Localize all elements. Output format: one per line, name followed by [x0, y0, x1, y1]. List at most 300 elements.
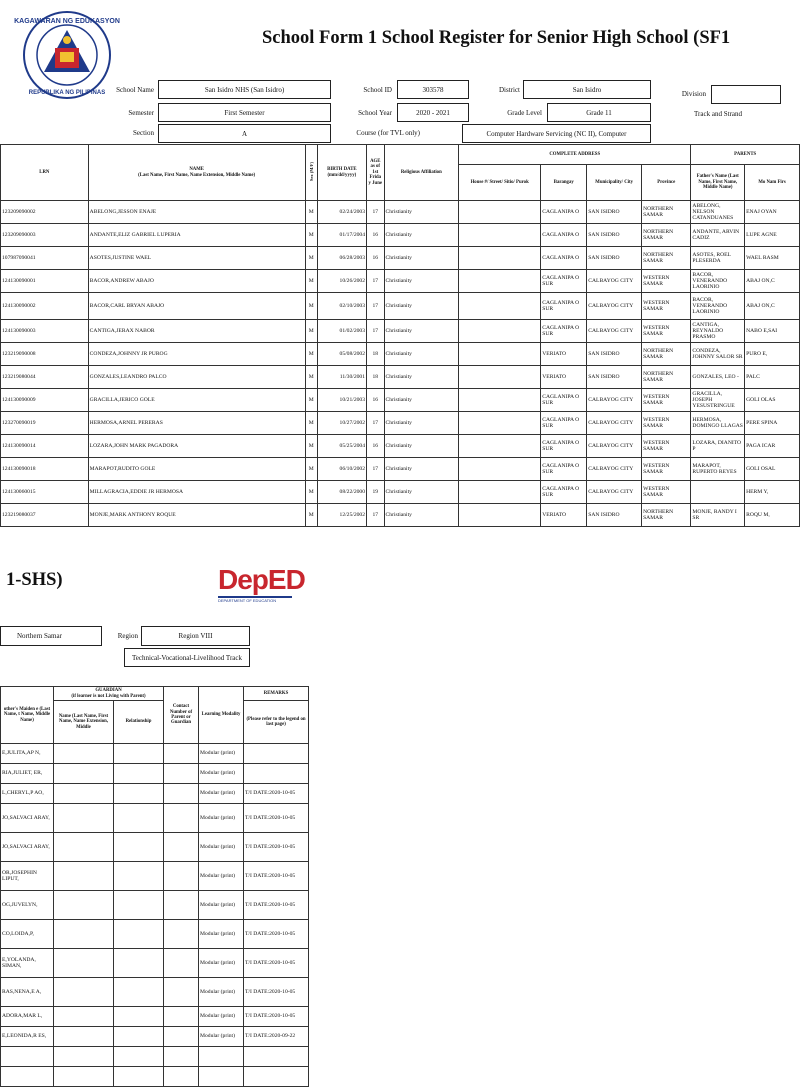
grade-level-label: Grade Level	[507, 109, 542, 117]
cell-father: LOZARA, DIANITO P	[691, 435, 745, 458]
cell-mother: ABAJ ON,C	[745, 270, 800, 293]
table-row	[1, 270, 800, 293]
table-row	[1, 744, 309, 764]
cell-remarks: T/I DATE:2020-10-05	[244, 804, 309, 833]
cell-contact	[164, 891, 199, 920]
cell-birth-date: 02/10/2003	[317, 293, 366, 320]
course-field[interactable]: Computer Hardware Servicing (NC II), Computer	[462, 124, 651, 143]
cell-sex: M	[305, 201, 317, 224]
cell-contact	[164, 804, 199, 833]
school-id-label: School ID	[363, 86, 392, 94]
cell-barangay: CAGLANIPA O	[541, 224, 587, 247]
col-parents: PARENTS	[691, 145, 800, 165]
col-birth-date: BIRTH DATE (mm/dd/yyyy)	[317, 145, 366, 201]
cell-municipality: CALBAYOG CITY	[587, 458, 642, 481]
cell-remarks	[244, 1047, 309, 1067]
table-row	[1, 833, 309, 862]
cell-father: ANDANTE, ARVIN CADIZ	[691, 224, 745, 247]
cell-lrn: 124130090009	[1, 389, 89, 412]
cell-name: ASOTES,JUSTINE WAEL	[88, 247, 305, 270]
table-row	[1, 764, 309, 784]
cell-province: NORTHERN SAMAR	[642, 504, 691, 527]
table-row	[1, 435, 800, 458]
cell-house	[459, 343, 541, 366]
seal-text-bottom: REPUBLIKA NG PILIPINAS	[28, 90, 106, 96]
table-row	[1, 224, 800, 247]
table-row	[1, 504, 800, 527]
cell-name: ABELONG,JESSON ENAJE	[88, 201, 305, 224]
cell-guardian-name	[54, 891, 114, 920]
cell-province: NORTHERN SAMAR	[642, 247, 691, 270]
cell-municipality: CALBAYOG CITY	[587, 293, 642, 320]
cell-municipality: CALBAYOG CITY	[587, 435, 642, 458]
col-father: Father's Name (Last Name, First Name, Middle Name)	[691, 165, 745, 201]
region-field[interactable]: Region VIII	[141, 626, 250, 646]
cell-birth-date: 08/22/2000	[317, 481, 366, 504]
cell-name: BACOR,ANDREW ABAJO	[88, 270, 305, 293]
cell-barangay: CAGLANIPA O SUR	[541, 412, 587, 435]
cell-father: HERMOSA, DOMINGO LLAGAS	[691, 412, 745, 435]
cell-lrn: 124130090003	[1, 320, 89, 343]
cell-birth-date: 12/25/2002	[317, 504, 366, 527]
school-id-field[interactable]: 303578	[397, 80, 469, 99]
col-age: AGE as of 1st Frida y June	[367, 145, 385, 201]
cell-contact	[164, 920, 199, 949]
cell-municipality: SAN ISIDRO	[587, 247, 642, 270]
cell-house	[459, 458, 541, 481]
table-row	[1, 1067, 309, 1087]
cell-sex: M	[305, 366, 317, 389]
cell-mother-cont: ADORA,MAR L,	[1, 1007, 54, 1027]
cell-sex: M	[305, 458, 317, 481]
cell-lrn: 123270090019	[1, 412, 89, 435]
cell-house	[459, 389, 541, 412]
cell-birth-date: 10/26/2002	[317, 270, 366, 293]
cell-lrn: 124130090014	[1, 435, 89, 458]
cell-religion: Christianity	[384, 481, 459, 504]
cell-relationship	[114, 862, 164, 891]
school-year-field[interactable]: 2020 - 2021	[397, 103, 469, 122]
col-remarks-note: (Please refer to the legend on last page)	[244, 701, 309, 744]
section-field[interactable]: A	[158, 124, 331, 143]
cell-lrn: 124130090002	[1, 293, 89, 320]
deped-wordmark-subtitle: DEPARTMENT OF EDUCATION	[218, 598, 277, 603]
cell-province: WESTERN SAMAR	[642, 435, 691, 458]
cell-municipality: SAN ISIDRO	[587, 343, 642, 366]
cell-guardian-name	[54, 1067, 114, 1087]
cell-modality: Modular (print)	[199, 862, 244, 891]
cell-province: NORTHERN SAMAR	[642, 224, 691, 247]
cell-barangay: CAGLANIPA O	[541, 201, 587, 224]
cell-contact	[164, 862, 199, 891]
cell-lrn: 124130090001	[1, 270, 89, 293]
cell-relationship	[114, 891, 164, 920]
division-field-cutoff[interactable]	[711, 85, 781, 104]
cell-religion: Christianity	[384, 504, 459, 527]
cell-barangay: CAGLANIPA O	[541, 247, 587, 270]
cell-guardian-name	[54, 920, 114, 949]
cell-modality	[199, 1047, 244, 1067]
cell-contact	[164, 764, 199, 784]
deped-wordmark-text: DepED	[218, 564, 305, 595]
cell-province: WESTERN SAMAR	[642, 270, 691, 293]
region-label: Region	[117, 632, 138, 640]
cell-barangay: CAGLANIPA O SUR	[541, 293, 587, 320]
cell-modality: Modular (print)	[199, 978, 244, 1007]
cell-lrn: 123219090008	[1, 343, 89, 366]
cell-relationship	[114, 1027, 164, 1047]
cell-sex: M	[305, 320, 317, 343]
cell-province: WESTERN SAMAR	[642, 481, 691, 504]
cell-house	[459, 481, 541, 504]
learner-register-table	[0, 144, 800, 527]
cell-religion: Christianity	[384, 435, 459, 458]
cell-birth-date: 06/10/2002	[317, 458, 366, 481]
district-field[interactable]: San Isidro	[523, 80, 651, 99]
cell-age: 17	[367, 293, 385, 320]
cell-father: MONJE, RANDY I SR	[691, 504, 745, 527]
cell-religion: Christianity	[384, 458, 459, 481]
col-house: House #/ Street/ Sitio/ Purok	[459, 165, 541, 201]
cell-mother-cont: OR,JOSEPHIN LIPUT,	[1, 862, 54, 891]
cell-religion: Christianity	[384, 343, 459, 366]
cell-province: WESTERN SAMAR	[642, 458, 691, 481]
cell-municipality: SAN ISIDRO	[587, 224, 642, 247]
cell-house	[459, 270, 541, 293]
cell-age: 16	[367, 247, 385, 270]
cell-relationship	[114, 804, 164, 833]
school-year-label: School Year	[358, 109, 392, 117]
cell-religion: Christianity	[384, 224, 459, 247]
cell-barangay: CAGLANIPA O SUR	[541, 389, 587, 412]
cell-contact	[164, 833, 199, 862]
deped-wordmark-logo	[218, 564, 305, 606]
cell-birth-date: 02/24/2003	[317, 201, 366, 224]
cell-house	[459, 293, 541, 320]
cell-remarks: T/I DATE:2020-10-05	[244, 891, 309, 920]
cell-father: BACOR, VENERANDO LAORINIO	[691, 270, 745, 293]
school-name-field[interactable]: San Isidro NHS (San Isidro)	[158, 80, 331, 99]
cell-birth-date: 11/30/2001	[317, 366, 366, 389]
col-contact: Contact Number of Parent or Guardian	[164, 687, 199, 744]
cell-religion: Christianity	[384, 412, 459, 435]
table-row	[1, 978, 309, 1007]
col-remarks: REMARKS	[244, 687, 309, 701]
guardian-remarks-table	[0, 686, 309, 1087]
col-mother: Mo Nam Firs	[745, 165, 800, 201]
table-row	[1, 343, 800, 366]
cell-contact	[164, 978, 199, 1007]
cell-sex: M	[305, 435, 317, 458]
cell-age: 18	[367, 366, 385, 389]
cell-relationship	[114, 920, 164, 949]
col-sex: Sex (M/F)	[308, 161, 314, 181]
cell-religion: Christianity	[384, 247, 459, 270]
cell-name: MONJE,MARK ANTHONY ROQUE	[88, 504, 305, 527]
cell-name: MILLAGRACIA,EDDIE JR HERMOSA	[88, 481, 305, 504]
cell-relationship	[114, 833, 164, 862]
track-field[interactable]: Technical-Vocational-Livelihood Track	[124, 648, 250, 667]
cell-name: BACOR,CARL BRYAN ABAJO	[88, 293, 305, 320]
division-label: Division	[681, 90, 706, 98]
cell-modality: Modular (print)	[199, 764, 244, 784]
cell-mother-cont: L,CHERYL,P AO,	[1, 784, 54, 804]
cell-age: 16	[367, 224, 385, 247]
col-relationship: Relationship	[114, 701, 164, 744]
col-lrn: LRN	[1, 145, 89, 201]
cell-province: WESTERN SAMAR	[642, 293, 691, 320]
cell-contact	[164, 949, 199, 978]
table-row	[1, 293, 800, 320]
cell-relationship	[114, 1007, 164, 1027]
cell-mother: GOLI OLAS	[745, 389, 800, 412]
table-row	[1, 481, 800, 504]
cell-age: 16	[367, 435, 385, 458]
cell-province: WESTERN SAMAR	[642, 389, 691, 412]
cell-contact	[164, 1067, 199, 1087]
cell-mother-cont: CO,LOIDA,P,	[1, 920, 54, 949]
table-row	[1, 862, 309, 891]
cell-mother: ENAJ OYAN	[745, 201, 800, 224]
cell-birth-date: 10/27/2002	[317, 412, 366, 435]
cell-province: WESTERN SAMAR	[642, 412, 691, 435]
table-row	[1, 412, 800, 435]
cell-mother: WAEL RASM	[745, 247, 800, 270]
col-name: NAME (Last Name, First Name, Name Extension, Middle Name)	[88, 145, 305, 201]
cell-name: LOZARA,JOHN MARK PAGADORA	[88, 435, 305, 458]
cell-sex: M	[305, 293, 317, 320]
cell-father: MARAPOT, RUPERTO REYES	[691, 458, 745, 481]
school-name-label: School Name	[116, 86, 154, 94]
table-row	[1, 804, 309, 833]
cell-lrn: 123209090002	[1, 201, 89, 224]
cell-father: GRACILLA, JOSEPH YESUSTRINGUE	[691, 389, 745, 412]
cell-relationship	[114, 764, 164, 784]
semester-label: Semester	[128, 109, 154, 117]
cell-house	[459, 224, 541, 247]
cell-mother-cont	[1, 1067, 54, 1087]
cell-mother-cont: E,YOLANDA, SIMAN,	[1, 949, 54, 978]
cell-birth-date: 10/21/2003	[317, 389, 366, 412]
cell-name: GONZALES,LEANDRO PALCO	[88, 366, 305, 389]
cell-house	[459, 247, 541, 270]
cell-modality: Modular (print)	[199, 833, 244, 862]
cell-name: ANDANTE,ELIZ GABRIEL LUPERIA	[88, 224, 305, 247]
cell-lrn: 123219080037	[1, 504, 89, 527]
cell-modality: Modular (print)	[199, 1027, 244, 1047]
cell-mother: PAGA ICAR	[745, 435, 800, 458]
cell-mother: HERM Y,	[745, 481, 800, 504]
cell-age: 17	[367, 504, 385, 527]
cell-municipality: SAN ISIDRO	[587, 504, 642, 527]
table-row	[1, 1027, 309, 1047]
cell-contact	[164, 1047, 199, 1067]
cell-barangay: CAGLANIPA O SUR	[541, 320, 587, 343]
cell-guardian-name	[54, 1027, 114, 1047]
cell-relationship	[114, 949, 164, 978]
cell-modality: Modular (print)	[199, 804, 244, 833]
cell-father: BACOR, VENERANDO LAORINIO	[691, 293, 745, 320]
cell-mother-cont: RIA,JULIET, ER,	[1, 764, 54, 784]
cell-modality	[199, 1067, 244, 1087]
col-municipality: Municipality/ City	[587, 165, 642, 201]
cell-remarks: T/I DATE:2020-10-05	[244, 949, 309, 978]
cell-father: CANTIGA, REYNALDO PRASMO	[691, 320, 745, 343]
table-row	[1, 784, 309, 804]
cell-age: 19	[367, 481, 385, 504]
cell-birth-date: 01/17/2004	[317, 224, 366, 247]
cell-age: 17	[367, 270, 385, 293]
cell-name: HERMOSA,ARNEL PERERAS	[88, 412, 305, 435]
cell-remarks	[244, 1067, 309, 1087]
grade-level-field[interactable]: Grade 11	[547, 103, 651, 122]
cell-father	[691, 481, 745, 504]
cell-remarks: T/I DATE:2020-10-05	[244, 784, 309, 804]
cell-sex: M	[305, 504, 317, 527]
cell-guardian-name	[54, 862, 114, 891]
cell-remarks: T/I DATE:2020-10-05	[244, 833, 309, 862]
cell-age: 17	[367, 458, 385, 481]
cell-mother-cont: OG,JUVELYN,	[1, 891, 54, 920]
cell-mother: PERE SPINA	[745, 412, 800, 435]
cell-age: 16	[367, 389, 385, 412]
cell-modality: Modular (print)	[199, 891, 244, 920]
table-row	[1, 389, 800, 412]
table-row	[1, 458, 800, 481]
col-religion: Religious Affiliation	[384, 145, 459, 201]
cell-province: NORTHERN SAMAR	[642, 201, 691, 224]
cell-barangay: CAGLANIPA O SUR	[541, 435, 587, 458]
cell-municipality: CALBAYOG CITY	[587, 320, 642, 343]
col-province: Province	[642, 165, 691, 201]
cell-remarks	[244, 744, 309, 764]
cell-mother-cont: E,LEONIDA,R ES,	[1, 1027, 54, 1047]
cell-remarks	[244, 764, 309, 784]
cell-house	[459, 435, 541, 458]
cell-mother: NABO E,SAI	[745, 320, 800, 343]
cell-modality: Modular (print)	[199, 949, 244, 978]
cell-modality: Modular (print)	[199, 1007, 244, 1027]
cell-house	[459, 201, 541, 224]
cell-relationship	[114, 978, 164, 1007]
cell-birth-date: 05/08/2002	[317, 343, 366, 366]
cell-religion: Christianity	[384, 270, 459, 293]
table-row	[1, 1007, 309, 1027]
seal-text-top: KAGAWARAN NG EDUKASYON	[14, 18, 120, 25]
cell-municipality: CALBAYOG CITY	[587, 270, 642, 293]
cell-mother: PALC	[745, 366, 800, 389]
cell-age: 17	[367, 412, 385, 435]
cell-birth-date: 01/02/2003	[317, 320, 366, 343]
cell-barangay: VERIATO	[541, 343, 587, 366]
col-guardian-name: Name (Last Name, First Name, Name Extension, Middle	[54, 701, 114, 744]
cell-sex: M	[305, 481, 317, 504]
cell-house	[459, 320, 541, 343]
cell-guardian-name	[54, 784, 114, 804]
cell-relationship	[114, 1067, 164, 1087]
cell-mother: GOLI OSAL	[745, 458, 800, 481]
cell-sex: M	[305, 224, 317, 247]
cell-father: ABELONG, NELSON CATANDUANES	[691, 201, 745, 224]
cell-age: 17	[367, 320, 385, 343]
cell-lrn: 107987090041	[1, 247, 89, 270]
cell-guardian-name	[54, 764, 114, 784]
table-row	[1, 949, 309, 978]
cell-name: CANTIGA,JERAX NABOR	[88, 320, 305, 343]
division-field[interactable]: Northern Samar	[0, 626, 102, 646]
col-guardian: GUARDIAN (if learner is not Living with Parent)	[54, 687, 164, 701]
cell-mother: ABAJ ON,C	[745, 293, 800, 320]
table-row	[1, 1047, 309, 1067]
cell-remarks: T/I DATE:2020-10-05	[244, 920, 309, 949]
district-label: District	[499, 86, 520, 94]
cell-guardian-name	[54, 804, 114, 833]
cell-sex: M	[305, 412, 317, 435]
cell-father: ASOTES, ROEL PLESERDA	[691, 247, 745, 270]
page-title-continued: 1-SHS)	[6, 570, 63, 590]
cell-age: 18	[367, 343, 385, 366]
section-label: Section	[133, 129, 154, 137]
cell-age: 17	[367, 201, 385, 224]
cell-relationship	[114, 784, 164, 804]
cell-modality: Modular (print)	[199, 920, 244, 949]
cell-religion: Christianity	[384, 320, 459, 343]
cell-municipality: SAN ISIDRO	[587, 201, 642, 224]
cell-modality: Modular (print)	[199, 784, 244, 804]
cell-barangay: CAGLANIPA O SUR	[541, 458, 587, 481]
table-row	[1, 891, 309, 920]
cell-mother: ROQU M,	[745, 504, 800, 527]
cell-mother-cont	[1, 1047, 54, 1067]
cell-religion: Christianity	[384, 366, 459, 389]
col-complete-address: COMPLETE ADDRESS	[459, 145, 691, 165]
cell-name: MARAPOT,RUDITO GOLE	[88, 458, 305, 481]
cell-sex: M	[305, 343, 317, 366]
cell-house	[459, 366, 541, 389]
cell-province: NORTHERN SAMAR	[642, 343, 691, 366]
cell-contact	[164, 1027, 199, 1047]
page-title: School Form 1 School Register for Senior High School (SF1	[262, 28, 731, 48]
cell-contact	[164, 1007, 199, 1027]
cell-relationship	[114, 1047, 164, 1067]
cell-barangay: VERIATO	[541, 366, 587, 389]
cell-municipality: CALBAYOG CITY	[587, 389, 642, 412]
cell-house	[459, 412, 541, 435]
cell-lrn: 123209090003	[1, 224, 89, 247]
cell-guardian-name	[54, 744, 114, 764]
cell-name: CONDEZA,JOHNNY JR PUROG	[88, 343, 305, 366]
cell-remarks: T/I DATE:2020-10-05	[244, 862, 309, 891]
cell-guardian-name	[54, 949, 114, 978]
table-row	[1, 366, 800, 389]
col-modality: Learning Modality	[199, 687, 244, 744]
cell-remarks: T/I DATE:2020-10-05	[244, 978, 309, 1007]
cell-birth-date: 05/25/2004	[317, 435, 366, 458]
cell-mother-cont: RAS,NENA,E A,	[1, 978, 54, 1007]
table-row	[1, 247, 800, 270]
semester-field[interactable]: First Semester	[158, 103, 331, 122]
course-label: Course (for TVL only)	[356, 129, 420, 137]
cell-lrn: 123219080044	[1, 366, 89, 389]
cell-remarks: T/I DATE:2020-09-22	[244, 1027, 309, 1047]
cell-father: CONDEZA, JOHNNY SALOR SR	[691, 343, 745, 366]
col-barangay: Barangay	[541, 165, 587, 201]
cell-barangay: CAGLANIPA O SUR	[541, 270, 587, 293]
cell-guardian-name	[54, 978, 114, 1007]
col-mother-cont: other's Maiden e (Last Name, t Name, Middle Name)	[1, 687, 54, 744]
cell-guardian-name	[54, 833, 114, 862]
table-row	[1, 920, 309, 949]
